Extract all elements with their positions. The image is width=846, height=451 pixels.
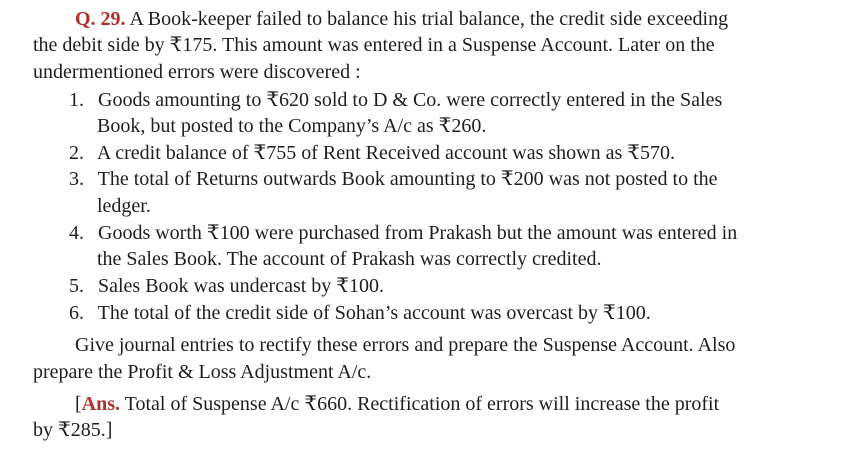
list-item-text: The total of the credit side of Sohan’s account was overcast by ₹100. — [97, 302, 651, 324]
question-label: Q. 29. — [75, 8, 126, 30]
list-item-number: 3. — [69, 168, 84, 190]
instruction-line-1: Give journal entries to rectify these errors and prepare the Suspense Account. Also — [75, 334, 736, 356]
question-intro-line-2: the debit side by ₹175. This amount was entered in a Suspense Account. Later on the — [33, 34, 715, 56]
answer-open-bracket: [ — [75, 393, 82, 415]
instruction-line-2: prepare the Profit & Loss Adjustment A/c. — [33, 361, 372, 383]
list-item-text: Goods amounting to ₹620 sold to D & Co. were correctly entered in the Sales — [98, 89, 723, 111]
list-item-text: Goods worth ₹100 were purchased from Prakash but the amount was entered in — [98, 222, 738, 244]
list-item-text-continued: Book, but posted to the Company’s A/c as ₹260. — [97, 115, 487, 137]
list-item-text-continued: ledger. — [97, 195, 151, 217]
list-item-text: The total of Returns outwards Book amounting to ₹200 was not posted to the — [97, 168, 718, 190]
list-item-number: 4. — [69, 222, 84, 244]
list-item-text: A credit balance of ₹755 of Rent Received account was shown as ₹570. — [96, 142, 675, 164]
list-item-text-continued: the Sales Book. The account of Prakash was correctly credited. — [97, 248, 602, 270]
list-item-number: 2. — [69, 142, 84, 164]
list-item-number: 5. — [69, 275, 84, 297]
list-item-text: Sales Book was undercast by ₹100. — [98, 275, 385, 297]
question-intro-line-3: undermentioned errors were discovered : — [33, 61, 361, 83]
answer-text-1: Total of Suspense A/c ₹660. Rectification of errors will increase the profit — [124, 393, 720, 415]
answer-label: Ans. — [81, 393, 121, 415]
list-item-number: 6. — [69, 302, 84, 324]
question-intro-line-1 — [75, 7, 728, 31]
answer-line-2: by ₹285.] — [33, 419, 113, 441]
list-item-number: 1. — [69, 89, 84, 111]
answer-line-1 — [75, 392, 719, 416]
question-intro-text-1: A Book-keeper failed to balance his trial balance, the credit side exceeding — [129, 8, 729, 30]
